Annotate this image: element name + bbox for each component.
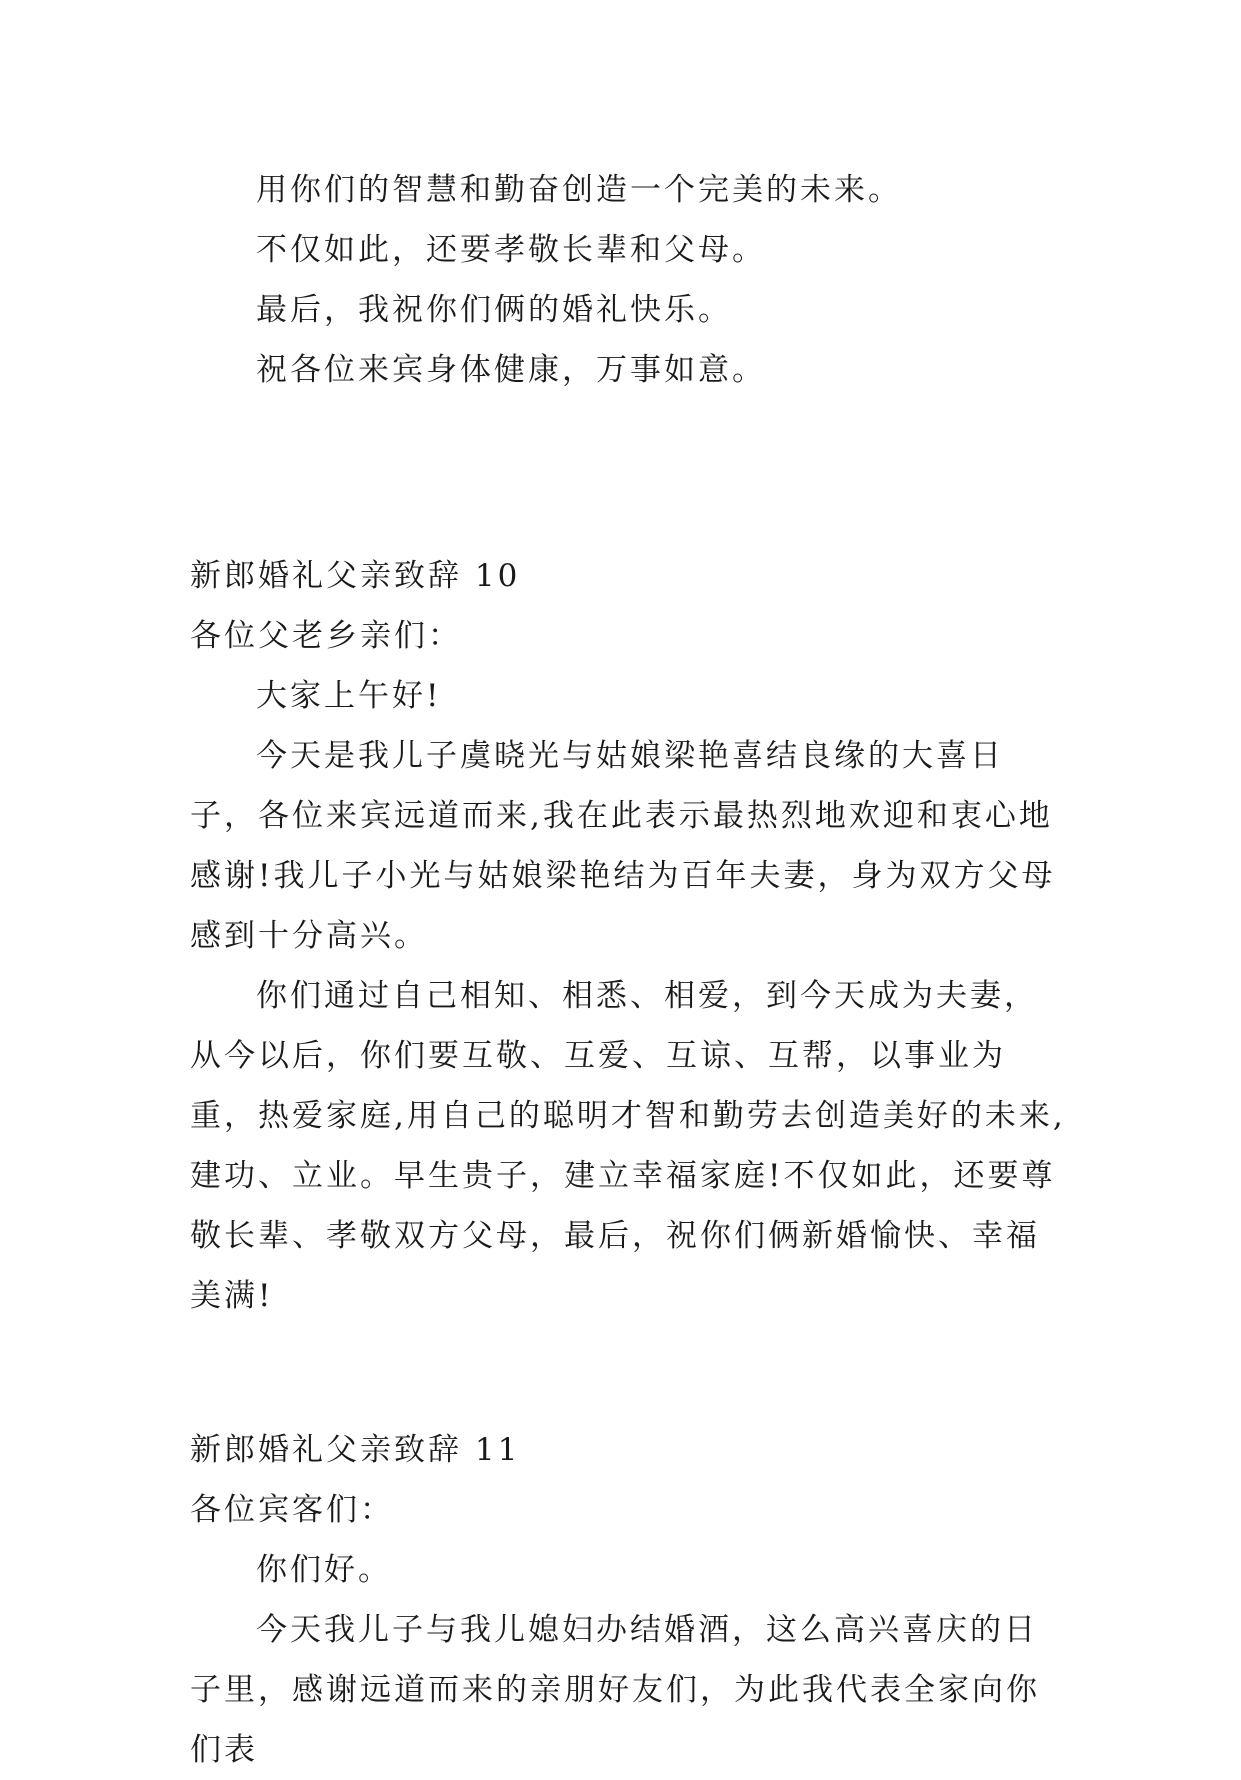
intro-paragraph-3: 最后，我祝你们俩的婚礼快乐。 (256, 292, 732, 328)
section-gap (190, 1326, 1070, 1420)
intro-section (190, 160, 1070, 400)
body-paragraph-2: 你们通过自己相知、相悉、相爱，到今天成为夫妻，从今以后，你们要互敬、互爱、互谅、互帮，以事业为重，热爱家庭,用自己的聪明才智和勤劳去创造美好的未来,建功、立业。早生贵子，建立幸福家庭!不仅如此，还要尊敬长辈、孝敬双方父母，最后，祝你们俩新婚愉快、幸福美满! (190, 978, 1066, 1314)
section-title: 新郎婚礼父亲致辞 11 (190, 1432, 521, 1468)
body-paragraph-1: 今天我儿子与我儿媳妇办结婚酒，这么高兴喜庆的日子里，感谢远道而来的亲朋好友们，为此我代表全家向你们表 (190, 1612, 1040, 1768)
speech-section-11 (190, 1420, 1070, 1780)
salutation: 各位父老乡亲们： (190, 618, 462, 654)
greeting: 你们好。 (256, 1552, 392, 1588)
salutation: 各位宾客们： (190, 1492, 394, 1528)
section-gap (190, 400, 1070, 546)
document-page (190, 160, 1070, 1780)
intro-paragraph-2: 不仅如此，还要孝敬长辈和父母。 (256, 232, 766, 268)
greeting: 大家上午好! (256, 678, 442, 714)
body-paragraph-1: 今天是我儿子虞晓光与姑娘梁艳喜结良缘的大喜日子，各位来宾远道而来,我在此表示最热烈地欢迎和衷心地感谢!我儿子小光与姑娘梁艳结为百年夫妻，身为双方父母感到十分高兴。 (190, 738, 1056, 954)
intro-paragraph-1: 用你们的智慧和勤奋创造一个完美的未来。 (256, 172, 902, 208)
intro-paragraph-4: 祝各位来宾身体健康，万事如意。 (256, 352, 766, 388)
section-title: 新郎婚礼父亲致辞 10 (190, 558, 521, 594)
speech-section-10 (190, 546, 1070, 1326)
